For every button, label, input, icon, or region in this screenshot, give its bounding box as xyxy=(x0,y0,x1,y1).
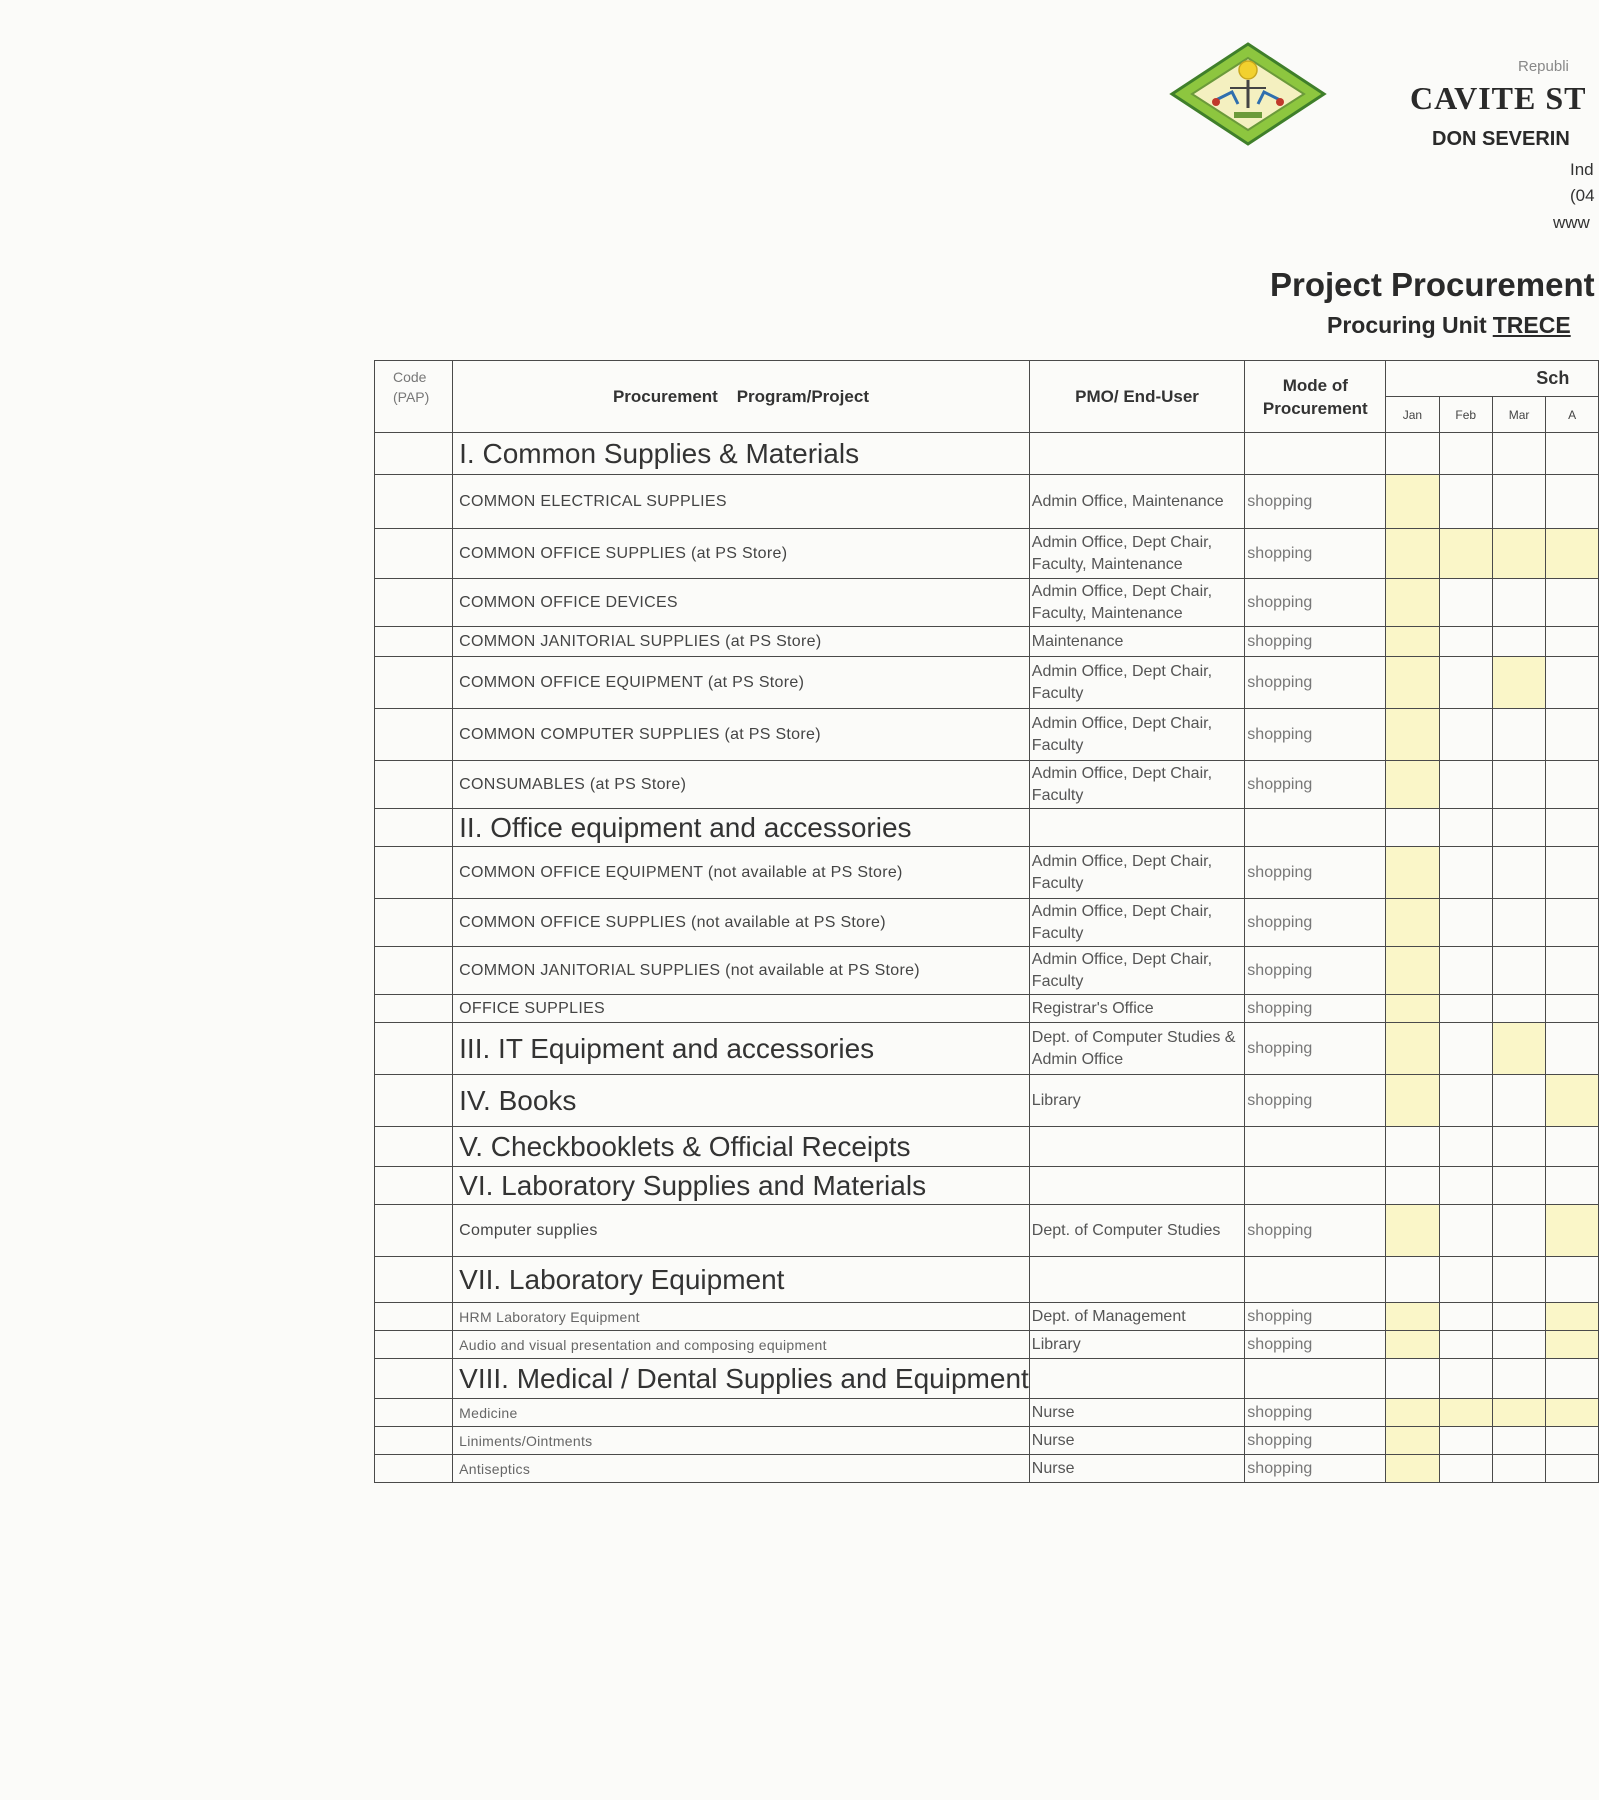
category-row xyxy=(375,1127,1599,1167)
item-row xyxy=(375,1427,1599,1455)
item-row xyxy=(375,899,1599,947)
item-row xyxy=(375,627,1599,657)
schedule-cell xyxy=(1546,475,1599,529)
item-row xyxy=(375,1399,1599,1427)
schedule-cell xyxy=(1546,709,1599,761)
schedule-cell xyxy=(1546,847,1599,899)
code-cell xyxy=(375,1127,453,1167)
code-cell xyxy=(375,1303,453,1331)
pmo-cell: Admin Office, Dept Chair, Faculty, Maintenance xyxy=(1029,529,1245,579)
schedule-cell xyxy=(1492,1303,1545,1331)
header-schedule: Sch xyxy=(1386,361,1599,397)
item-label: Liniments/Ointments xyxy=(453,1427,1030,1455)
code-cell xyxy=(375,899,453,947)
category-row xyxy=(375,1167,1599,1205)
schedule-cell xyxy=(1439,709,1492,761)
schedule-cell xyxy=(1492,627,1545,657)
schedule-cell xyxy=(1386,1167,1439,1205)
header-code: Code (PAP) xyxy=(375,361,453,433)
schedule-cell xyxy=(1439,1167,1492,1205)
code-cell xyxy=(375,761,453,809)
item-row xyxy=(375,657,1599,709)
pmo-cell xyxy=(1029,809,1245,847)
schedule-cell xyxy=(1439,809,1492,847)
schedule-cell xyxy=(1386,1127,1439,1167)
item-label: CONSUMABLES (at PS Store) xyxy=(453,761,1030,809)
code-cell xyxy=(375,529,453,579)
schedule-cell xyxy=(1439,1127,1492,1167)
schedule-cell xyxy=(1492,529,1545,579)
schedule-cell xyxy=(1386,1455,1439,1483)
schedule-cell xyxy=(1546,1127,1599,1167)
schedule-cell xyxy=(1386,1331,1439,1359)
code-cell xyxy=(375,1399,453,1427)
item-label: COMMON OFFICE EQUIPMENT (not available at PS Store) xyxy=(453,847,1030,899)
pmo-cell xyxy=(1029,433,1245,475)
mode-cell: shopping xyxy=(1245,579,1386,627)
mode-cell: shopping xyxy=(1245,709,1386,761)
schedule-cell xyxy=(1492,1331,1545,1359)
mode-cell: shopping xyxy=(1245,847,1386,899)
item-row xyxy=(375,995,1599,1023)
pmo-cell: Maintenance xyxy=(1029,627,1245,657)
mode-cell: shopping xyxy=(1245,1455,1386,1483)
pmo-cell: Admin Office, Dept Chair, Faculty xyxy=(1029,709,1245,761)
code-cell xyxy=(375,1023,453,1075)
category-label: IV. Books xyxy=(453,1075,1030,1127)
schedule-cell xyxy=(1546,1023,1599,1075)
schedule-cell xyxy=(1492,1023,1545,1075)
schedule-cell xyxy=(1439,1455,1492,1483)
schedule-cell xyxy=(1492,1205,1545,1257)
item-row xyxy=(375,1303,1599,1331)
schedule-cell xyxy=(1439,627,1492,657)
schedule-cell xyxy=(1492,579,1545,627)
code-cell xyxy=(375,1331,453,1359)
schedule-cell xyxy=(1386,1427,1439,1455)
pmo-cell xyxy=(1029,1127,1245,1167)
ppmp-table-body xyxy=(375,433,1599,1483)
code-cell xyxy=(375,709,453,761)
ppmp-table xyxy=(374,360,1599,1483)
mode-cell: shopping xyxy=(1245,475,1386,529)
category-row xyxy=(375,1257,1599,1303)
schedule-cell xyxy=(1439,995,1492,1023)
mode-cell xyxy=(1245,809,1386,847)
header-month: Mar xyxy=(1492,397,1545,433)
schedule-cell xyxy=(1439,847,1492,899)
item-row xyxy=(375,947,1599,995)
mode-cell xyxy=(1245,1257,1386,1303)
item-label: Audio and visual presentation and composing equipment xyxy=(453,1331,1030,1359)
schedule-cell xyxy=(1492,1399,1545,1427)
schedule-cell xyxy=(1492,809,1545,847)
category-row xyxy=(375,1359,1599,1399)
schedule-cell xyxy=(1492,995,1545,1023)
schedule-cell xyxy=(1492,899,1545,947)
code-cell xyxy=(375,1257,453,1303)
schedule-cell xyxy=(1386,847,1439,899)
header-mode-of-procurement: Mode of Procurement xyxy=(1245,361,1386,433)
mode-cell xyxy=(1245,1359,1386,1399)
schedule-cell xyxy=(1492,947,1545,995)
mode-cell xyxy=(1245,1167,1386,1205)
category-label: VIII. Medical / Dental Supplies and Equipment xyxy=(453,1359,1030,1399)
schedule-cell xyxy=(1492,1359,1545,1399)
schedule-cell xyxy=(1386,899,1439,947)
item-label: COMMON COMPUTER SUPPLIES (at PS Store) xyxy=(453,709,1030,761)
schedule-cell xyxy=(1386,529,1439,579)
code-cell xyxy=(375,809,453,847)
schedule-cell xyxy=(1492,1257,1545,1303)
schedule-cell xyxy=(1546,1303,1599,1331)
mode-cell: shopping xyxy=(1245,995,1386,1023)
schedule-cell xyxy=(1386,475,1439,529)
item-label: COMMON ELECTRICAL SUPPLIES xyxy=(453,475,1030,529)
school-name: CAVITE ST xyxy=(1410,80,1587,116)
schedule-cell xyxy=(1546,1399,1599,1427)
item-row xyxy=(375,761,1599,809)
item-row xyxy=(375,1455,1599,1483)
pmo-cell: Nurse xyxy=(1029,1427,1245,1455)
item-label: OFFICE SUPPLIES xyxy=(453,995,1030,1023)
procuring-unit-label: Procuring Unit xyxy=(1327,312,1487,338)
item-label: COMMON OFFICE DEVICES xyxy=(453,579,1030,627)
category-row xyxy=(375,433,1599,475)
item-row xyxy=(375,579,1599,627)
schedule-cell xyxy=(1439,947,1492,995)
schedule-cell xyxy=(1546,1075,1599,1127)
pmo-cell: Admin Office, Dept Chair, Faculty xyxy=(1029,761,1245,809)
schedule-cell xyxy=(1439,1427,1492,1455)
schedule-cell xyxy=(1492,1455,1545,1483)
schedule-cell xyxy=(1386,1359,1439,1399)
code-cell xyxy=(375,947,453,995)
pmo-cell xyxy=(1029,1257,1245,1303)
schedule-cell xyxy=(1439,1023,1492,1075)
schedule-cell xyxy=(1386,1075,1439,1127)
pmo-cell: Admin Office, Dept Chair, Faculty xyxy=(1029,899,1245,947)
mode-cell: shopping xyxy=(1245,1427,1386,1455)
schedule-cell xyxy=(1439,1399,1492,1427)
mode-cell: shopping xyxy=(1245,899,1386,947)
schedule-cell xyxy=(1386,761,1439,809)
mode-cell: shopping xyxy=(1245,657,1386,709)
mode-cell: shopping xyxy=(1245,761,1386,809)
code-cell xyxy=(375,1359,453,1399)
header-pmo-end-user: PMO/ End-User xyxy=(1029,361,1245,433)
code-cell xyxy=(375,475,453,529)
mode-cell: shopping xyxy=(1245,1399,1386,1427)
mode-cell: shopping xyxy=(1245,1075,1386,1127)
category-row xyxy=(375,1075,1599,1127)
item-row xyxy=(375,1331,1599,1359)
category-label: VI. Laboratory Supplies and Materials xyxy=(453,1167,1030,1205)
item-row xyxy=(375,475,1599,529)
item-row xyxy=(375,1205,1599,1257)
pmo-cell: Admin Office, Dept Chair, Faculty xyxy=(1029,947,1245,995)
schedule-cell xyxy=(1386,433,1439,475)
schedule-cell xyxy=(1386,1399,1439,1427)
schedule-cell xyxy=(1386,657,1439,709)
schedule-cell xyxy=(1439,1359,1492,1399)
schedule-cell xyxy=(1439,1205,1492,1257)
mode-cell: shopping xyxy=(1245,529,1386,579)
header-month: A xyxy=(1546,397,1599,433)
schedule-cell xyxy=(1546,433,1599,475)
code-cell xyxy=(375,1167,453,1205)
category-label: II. Office equipment and accessories xyxy=(453,809,1030,847)
republic-text: Republi xyxy=(1518,58,1569,75)
schedule-cell xyxy=(1439,579,1492,627)
schedule-cell xyxy=(1546,995,1599,1023)
item-row xyxy=(375,709,1599,761)
schedule-cell xyxy=(1386,1303,1439,1331)
code-cell xyxy=(375,1455,453,1483)
pmo-cell: Nurse xyxy=(1029,1455,1245,1483)
item-label: COMMON JANITORIAL SUPPLIES (at PS Store) xyxy=(453,627,1030,657)
mode-cell: shopping xyxy=(1245,627,1386,657)
pmo-cell: Dept. of Computer Studies xyxy=(1029,1205,1245,1257)
procuring-unit xyxy=(1327,312,1571,339)
schedule-cell xyxy=(1439,761,1492,809)
schedule-cell xyxy=(1439,657,1492,709)
schedule-cell xyxy=(1546,1331,1599,1359)
schedule-cell xyxy=(1386,947,1439,995)
item-row xyxy=(375,529,1599,579)
schedule-cell xyxy=(1546,579,1599,627)
schedule-cell xyxy=(1492,1127,1545,1167)
code-cell xyxy=(375,847,453,899)
item-label: Antiseptics xyxy=(453,1455,1030,1483)
schedule-cell xyxy=(1546,1257,1599,1303)
schedule-cell xyxy=(1386,627,1439,657)
pmo-cell: Dept. of Management xyxy=(1029,1303,1245,1331)
header-program-project: Procurement Program/Project xyxy=(453,361,1030,433)
pmo-cell: Dept. of Computer Studies & Admin Office xyxy=(1029,1023,1245,1075)
address-line: Ind xyxy=(1570,160,1594,179)
pmo-cell: Registrar's Office xyxy=(1029,995,1245,1023)
pmo-cell: Library xyxy=(1029,1075,1245,1127)
item-row xyxy=(375,847,1599,899)
mode-cell: shopping xyxy=(1245,1303,1386,1331)
schedule-cell xyxy=(1546,529,1599,579)
schedule-cell xyxy=(1439,1257,1492,1303)
schedule-cell xyxy=(1546,899,1599,947)
schedule-cell xyxy=(1439,1331,1492,1359)
schedule-cell xyxy=(1439,433,1492,475)
code-cell xyxy=(375,1205,453,1257)
mode-cell: shopping xyxy=(1245,1331,1386,1359)
schedule-cell xyxy=(1492,657,1545,709)
schedule-cell xyxy=(1386,709,1439,761)
schedule-cell xyxy=(1439,475,1492,529)
schedule-cell xyxy=(1492,475,1545,529)
pmo-cell: Library xyxy=(1029,1331,1245,1359)
schedule-cell xyxy=(1492,709,1545,761)
procuring-unit-value: TRECE xyxy=(1492,312,1571,338)
item-label: COMMON OFFICE SUPPLIES (at PS Store) xyxy=(453,529,1030,579)
mode-cell xyxy=(1245,1127,1386,1167)
schedule-cell xyxy=(1386,1205,1439,1257)
document-title: Project Procurement xyxy=(1270,266,1595,303)
mode-cell: shopping xyxy=(1245,1205,1386,1257)
schedule-cell xyxy=(1546,1455,1599,1483)
pmo-cell xyxy=(1029,1167,1245,1205)
schedule-cell xyxy=(1546,1205,1599,1257)
mode-cell: shopping xyxy=(1245,1023,1386,1075)
code-cell xyxy=(375,1427,453,1455)
item-label: Computer supplies xyxy=(453,1205,1030,1257)
schedule-cell xyxy=(1546,1427,1599,1455)
schedule-cell xyxy=(1546,809,1599,847)
pmo-cell: Admin Office, Dept Chair, Faculty, Maintenance xyxy=(1029,579,1245,627)
code-cell xyxy=(375,627,453,657)
schedule-cell xyxy=(1439,899,1492,947)
campus-name: DON SEVERIN xyxy=(1432,128,1570,150)
category-row xyxy=(375,809,1599,847)
schedule-cell xyxy=(1492,1427,1545,1455)
schedule-cell xyxy=(1439,1303,1492,1331)
mode-cell xyxy=(1245,433,1386,475)
schedule-cell xyxy=(1386,1023,1439,1075)
schedule-cell xyxy=(1546,1359,1599,1399)
schedule-cell xyxy=(1492,847,1545,899)
item-label: HRM Laboratory Equipment xyxy=(453,1303,1030,1331)
schedule-cell xyxy=(1546,1167,1599,1205)
pmo-cell: Admin Office, Maintenance xyxy=(1029,475,1245,529)
schedule-cell xyxy=(1386,579,1439,627)
schedule-cell xyxy=(1546,627,1599,657)
schedule-cell xyxy=(1439,1075,1492,1127)
schedule-cell xyxy=(1492,433,1545,475)
website-line: www xyxy=(1553,213,1590,232)
mode-cell: shopping xyxy=(1245,947,1386,995)
schedule-cell xyxy=(1386,995,1439,1023)
schedule-cell xyxy=(1546,947,1599,995)
item-label: COMMON OFFICE SUPPLIES (not available at PS Store) xyxy=(453,899,1030,947)
schedule-cell xyxy=(1546,657,1599,709)
phone-line: (04 xyxy=(1570,186,1595,205)
category-label: VII. Laboratory Equipment xyxy=(453,1257,1030,1303)
pmo-cell: Admin Office, Dept Chair, Faculty xyxy=(1029,847,1245,899)
header-month: Feb xyxy=(1439,397,1492,433)
pmo-cell: Admin Office, Dept Chair, Faculty xyxy=(1029,657,1245,709)
category-label: I. Common Supplies & Materials xyxy=(453,433,1030,475)
code-cell xyxy=(375,433,453,475)
university-seal-icon xyxy=(1168,42,1328,146)
schedule-cell xyxy=(1386,809,1439,847)
code-cell xyxy=(375,579,453,627)
code-cell xyxy=(375,657,453,709)
schedule-cell xyxy=(1492,1167,1545,1205)
schedule-cell xyxy=(1492,1075,1545,1127)
header-month: Jan xyxy=(1386,397,1439,433)
category-label: III. IT Equipment and accessories xyxy=(453,1023,1030,1075)
schedule-cell xyxy=(1492,761,1545,809)
item-label: COMMON OFFICE EQUIPMENT (at PS Store) xyxy=(453,657,1030,709)
pmo-cell: Nurse xyxy=(1029,1399,1245,1427)
schedule-cell xyxy=(1546,761,1599,809)
code-cell xyxy=(375,995,453,1023)
code-cell xyxy=(375,1075,453,1127)
category-label: V. Checkbooklets & Official Receipts xyxy=(453,1127,1030,1167)
schedule-cell xyxy=(1386,1257,1439,1303)
item-label: Medicine xyxy=(453,1399,1030,1427)
pmo-cell xyxy=(1029,1359,1245,1399)
item-label: COMMON JANITORIAL SUPPLIES (not available at PS Store) xyxy=(453,947,1030,995)
category-row xyxy=(375,1023,1599,1075)
schedule-cell xyxy=(1439,529,1492,579)
